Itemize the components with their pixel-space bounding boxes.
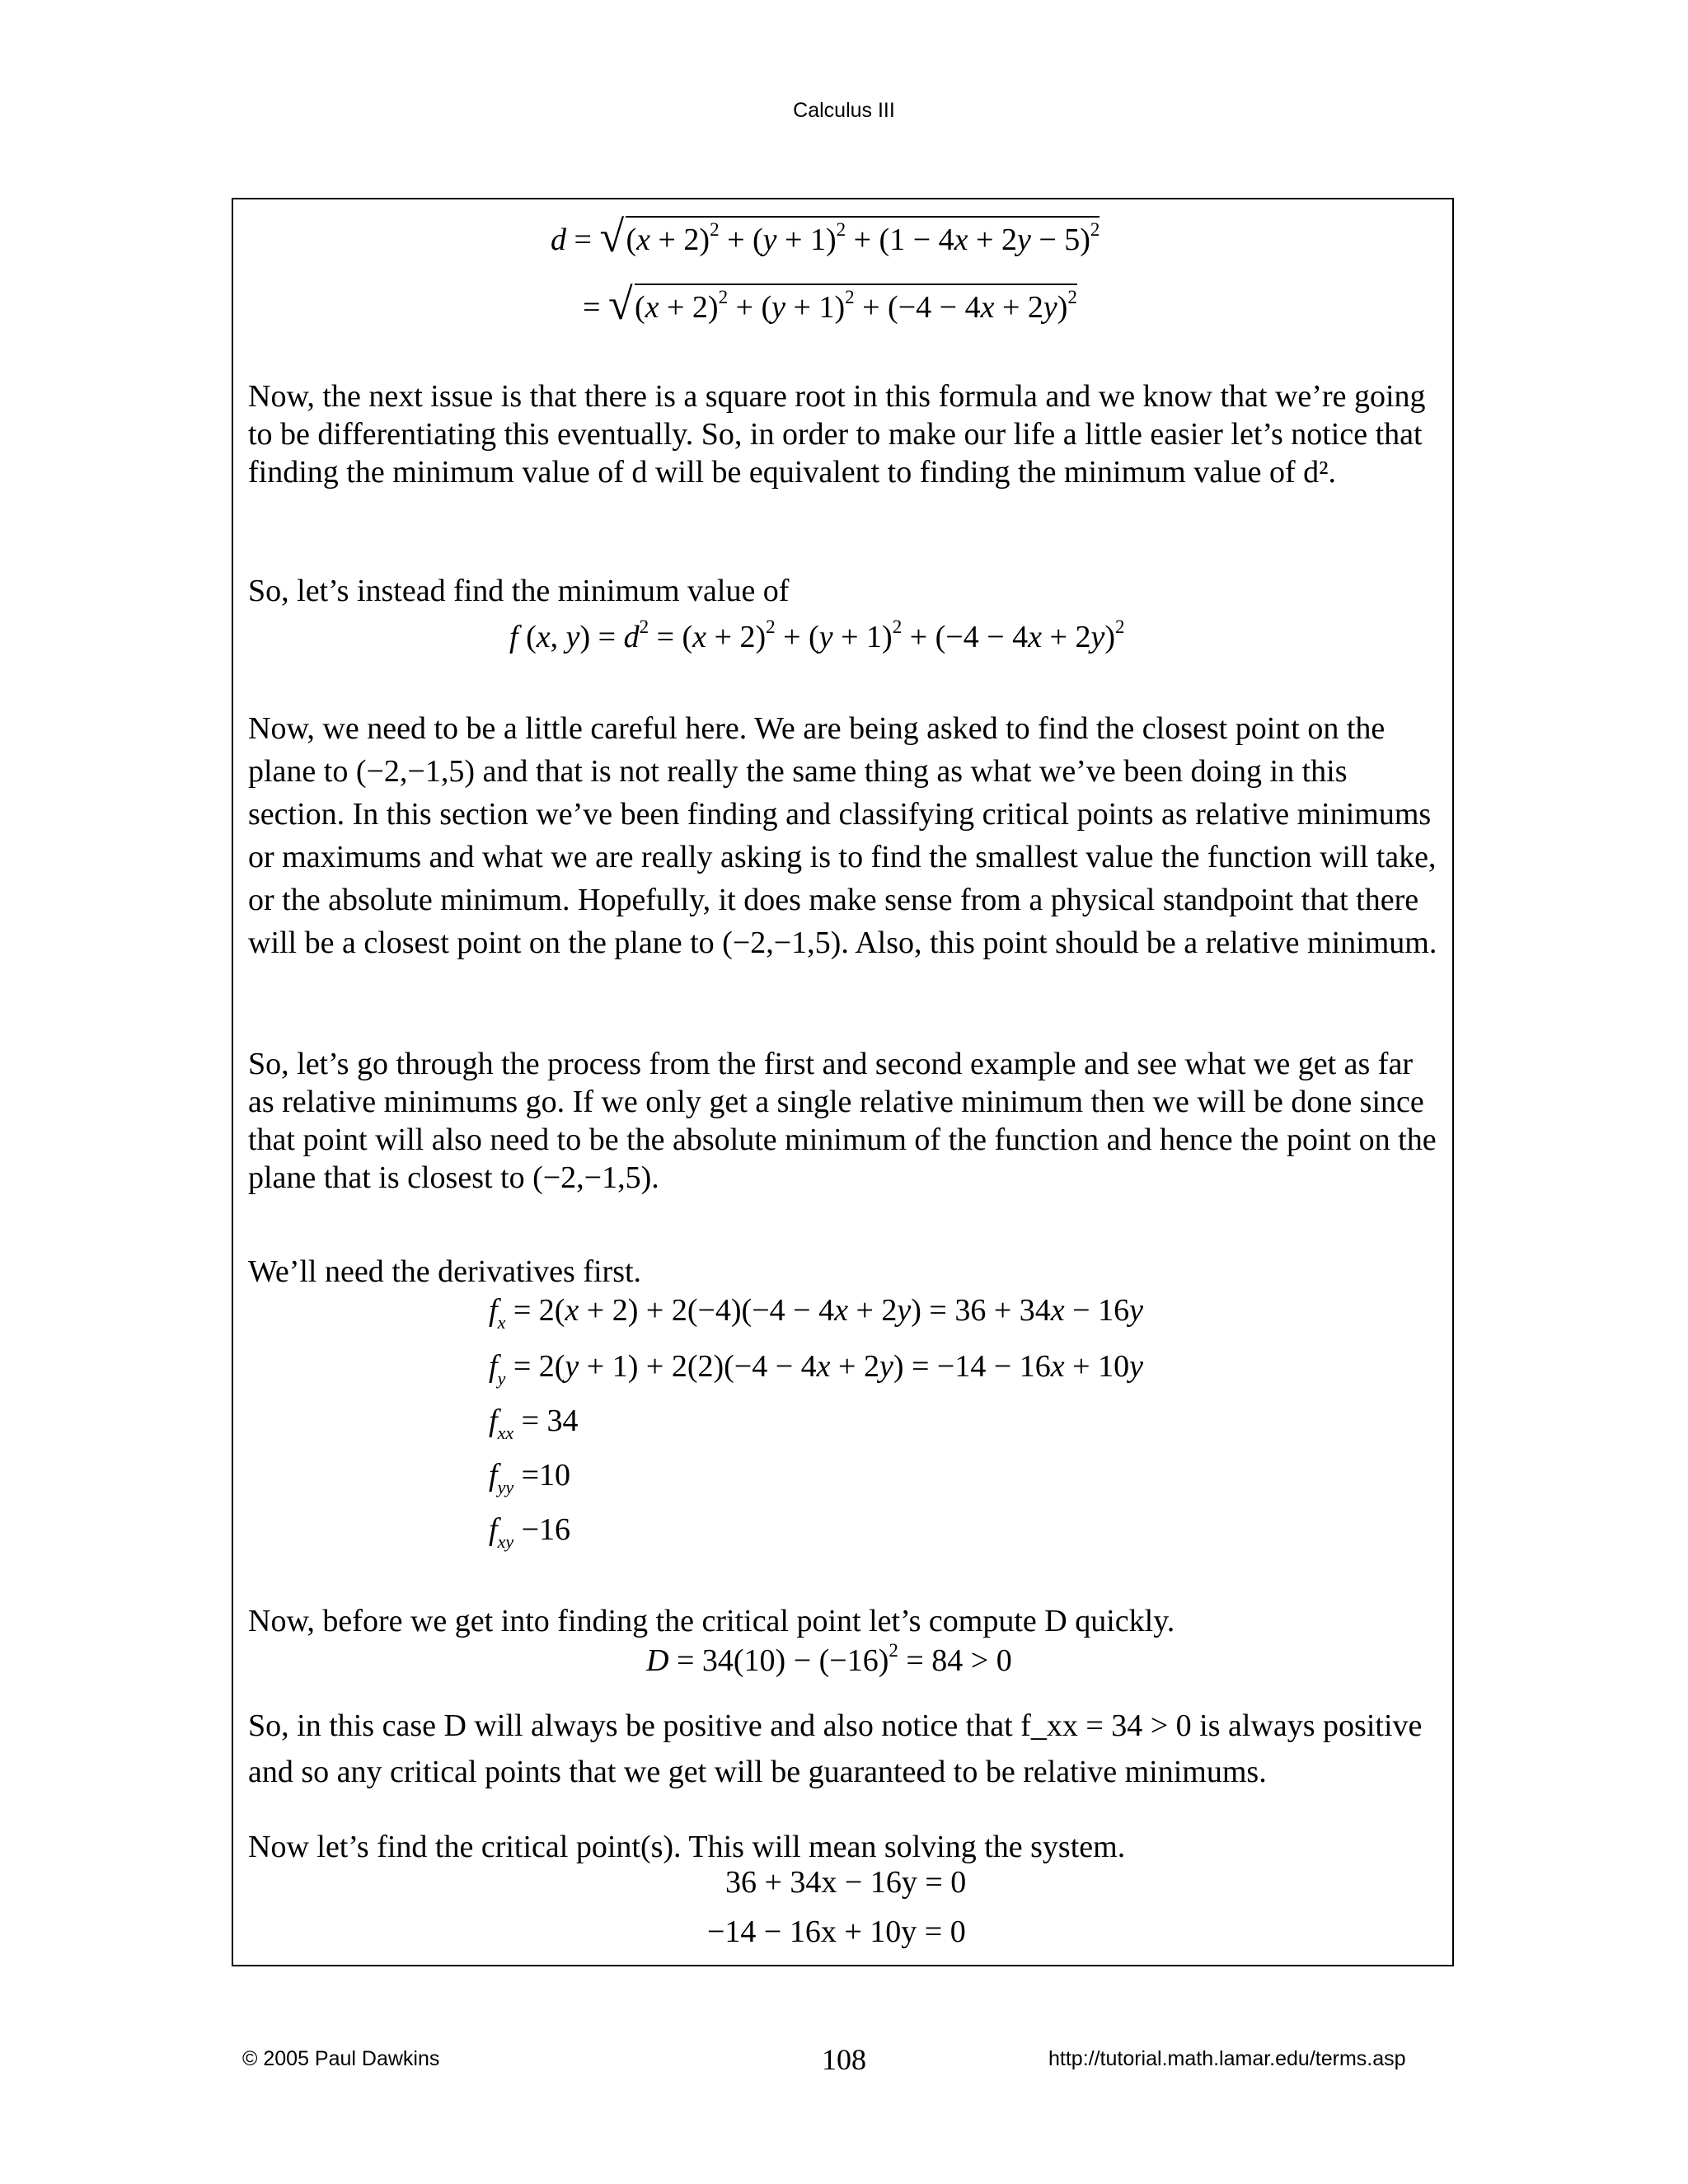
fxy-value: −16: [521, 1512, 571, 1547]
fxx-value: = 34: [521, 1404, 579, 1438]
equation-discriminant: $D = 34(10) - (-16)^2 = 84 > 0$: [646, 1640, 1012, 1678]
paragraph-square-root: Now, the next issue is that there is a square root in this formula and we know that we’re going to be differentiating this eventually. So, in order to make our life a little easier let’s notice that finding the minimum value of d will be equivalent to finding the minimum value of d².: [248, 379, 1426, 490]
equation-fxy: $f_{xy} -16$: [489, 1512, 571, 1552]
paragraph-derivatives-first: We’ll need the derivatives first.: [248, 1254, 642, 1289]
paragraph-process: So, let’s go through the process from the first and second example and see what we get as far as relative minimums go. If we only get a single relative minimum then we will be done since that point will also need to be the absolute minimum of the function and hence the point on the plane that is closest to (−2,−1,5).: [248, 1047, 1437, 1195]
footer-copyright: © 2005 Paul Dawkins: [242, 2047, 440, 2070]
page-number: 108: [822, 2043, 866, 2076]
footer-url[interactable]: http://tutorial.math.lamar.edu/terms.asp: [1048, 2047, 1406, 2070]
paragraph-critical-points: Now let’s find the critical point(s). This will mean solving the system.: [248, 1830, 1126, 1864]
paragraph-instead-find: So, let’s instead find the minimum value of: [248, 574, 790, 608]
equation-fyy: $f_{yy} =10$: [489, 1458, 571, 1497]
paragraph-compute-d: Now, before we get into finding the critical point let’s compute D quickly.: [248, 1604, 1175, 1638]
paragraph-careful: Now, we need to be a little careful here. We are being asked to find the closest point on the plane to (−2,−1,5) and that is not really the same thing as what we’ve been doing in this section. In this section we’ve been finding and classifying critical points as relative minimums or maximums and what we are really asking is to find the smallest value the function will take, or the absolute minimum. Hopefully, it does make sense from a physical standpoint that there will be a closest point on the plane to (−2,−1,5). Also, this point should be a relative minimum.: [248, 711, 1437, 960]
equation-fx: $f_x = 2(x + 2) + 2(-4)(-4 - 4x + 2y) = 36 + 34x - 16y$: [489, 1293, 1143, 1333]
paragraph-d-positive: So, in this case D will always be positive and also notice that f_xx = 34 > 0 is always positive and so any critical points that we get will be guaranteed to be relative minimums.: [248, 1708, 1423, 1789]
equation-system-2: −14 − 16x + 10y = 0: [707, 1915, 966, 1949]
equation-system-1: 36 + 34x − 16y = 0: [725, 1865, 967, 1900]
equation-fxx: $f_{xx} = 34$: [489, 1404, 579, 1443]
equation-distance-line1: d = √ $(x + 2)^2 + (y + 1)^2 + (1 - 4x + 2y - 5)^2$: [551, 216, 1100, 258]
equation-distance-line2: = √ $(x + 2)^2 + (y + 1)^2 + (-4 - 4x + 2y)^2$: [583, 284, 1077, 326]
equation-fy: $f_y = 2(y + 1) + 2(2)(-4 - 4x + 2y) = -14 - 16x + 10y$: [489, 1349, 1143, 1389]
fyy-value: =10: [521, 1458, 571, 1493]
page-header: Calculus III: [793, 99, 895, 122]
equation-f-definition: f (x, $y) = d^2 = (x + 2)^2 + (y + 1)^2 + (-4 - 4x + 2y)^2$: [509, 616, 1125, 654]
